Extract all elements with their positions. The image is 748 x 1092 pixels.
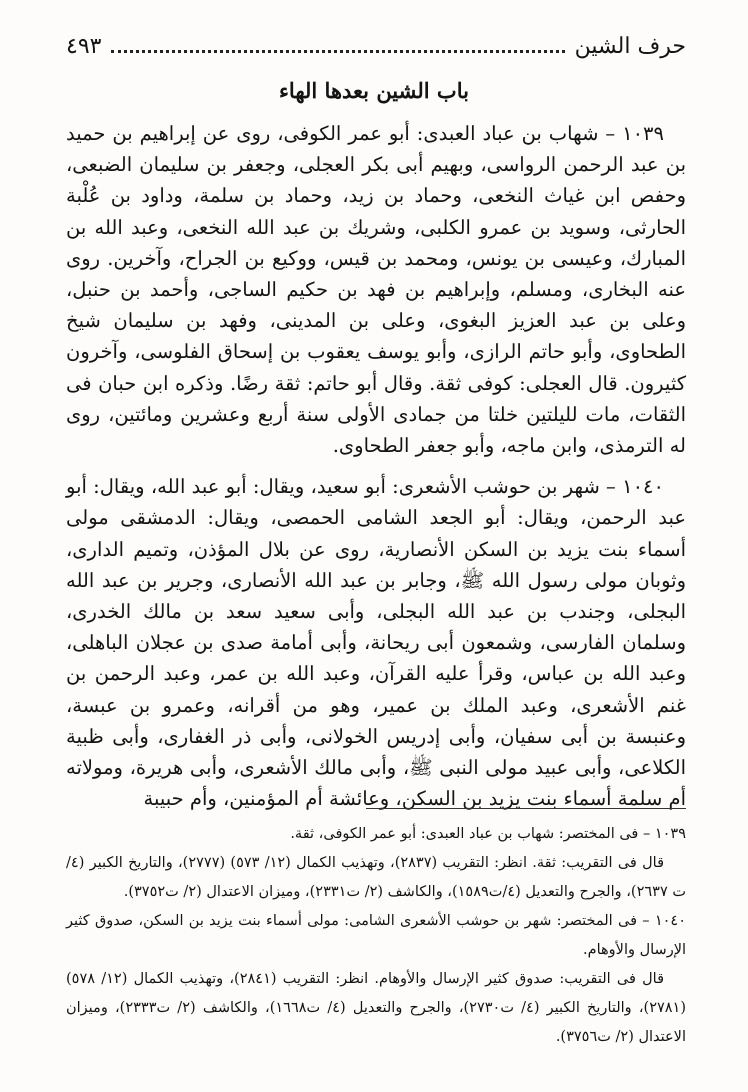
- section-title: حرف الشين: [574, 33, 686, 59]
- header-dot-leader: [111, 48, 564, 53]
- footnote-separator: [366, 808, 686, 809]
- biography-entry-1039: ١٠٣٩ – شهاب بن عباد العبدى: أبو عمر الكوفى، روى عن إبراهيم بن حميد بن عبد الرحمن الرواسى، وبهيم أبى بكر العجلى، وجعفر بن سليمان الضبعى، وحفص ابن غياث النخعى، وحماد بن زيد، وحماد بن سلمة، وداود بن عُلْبة الحارثى، وسويد بن عمرو الكلبى، وشريك بن عبد الله النخعى، وعبد الله بن المبارك، وعيسى بن يونس، ومحمد بن قيس، ووكيع بن الجراح، وآخرين. روى عنه البخارى، ومسلم، وإبراهيم بن فهد بن حكيم الساجى، وأحمد بن حنبل، وعلى بن عبد العزيز البغوى، وعلى بن المدينى، وفهد بن سليمان شيخ الطحاوى، وأبو حاتم الرازى، وأبو يوسف يعقوب بن إسحاق الفلوسى، وآخرون كثيرون. قال العجلى: كوفى ثقة. وقال أبو حاتم: ثقة رضًا. وذكره ابن حبان فى الثقات، مات لليلتين خلتا من جمادى الأولى سنة أربع وعشرين ومائتين، روى له الترمذى، وابن ماجه، وأبو جعفر الطحاوى.: [66, 122, 686, 458]
- running-header: [66, 30, 686, 62]
- chapter-heading: باب الشين بعدها الهاء: [279, 78, 469, 103]
- footnotes: [66, 820, 686, 1052]
- footnote-1039-references: قال فى التقريب: ثقة. انظر: التقريب (٢٨٣٧)، وتهذيب الكمال (١٢/ ٥٧٣) (٢٧٧٧)، والتاريخ الكبير (٤/ت ٢٦٣٧)، والجرح والتعديل (٤/ت١٥٨٩)، والكاشف (٢/ ت٢٣٣١)، وميزان الاعتدال (٢/ ت٣٧٥٢).: [66, 855, 686, 900]
- footnote-1040-summary: ١٠٤٠ – فى المختصر: شهر بن حوشب الأشعرى الشامى: مولى أسماء بنت يزيد بن السكن، صدوق كثير الإرسال والأوهام.: [66, 913, 686, 958]
- footnote-1039-summary: ١٠٣٩ – فى المختصر: شهاب بن عباد العبدى: أبو عمر الكوفى، ثقة.: [290, 826, 686, 842]
- footnote-1040-references: قال فى التقريب: صدوق كثير الإرسال والأوهام. انظر: التقريب (٢٨٤١)، وتهذيب الكمال (١٢/ ٥٧٨) (٢٧٨١)، والتاريخ الكبير (٤/ ت٢٧٣٠)، والجرح والتعديل (٤/ ت١٦٦٨)، والكاشف (٢/ ت٢٣٣٣)، وميزان الاعتدال (٢/ ت٣٧٥٦).: [66, 971, 687, 1045]
- main-text: [66, 118, 686, 814]
- page-number: ٤٩٣: [66, 33, 102, 59]
- biography-entry-1040: ١٠٤٠ – شهر بن حوشب الأشعرى: أبو سعيد، ويقال: أبو عبد الله، ويقال: أبو عبد الرحمن، ويقال: أبو الجعد الشامى الحمصى، ويقال: الدمشقى مولى أسماء بنت يزيد بن السكن الأنصارية، روى عن بلال المؤذن، وتميم الدارى، وثوبان مولى رسول الله ﷺ، وجابر بن عبد الله الأنصارى، وجرير بن عبد الله البجلى، وجندب بن عبد الله البجلى، وأبى سعيد سعد بن مالك الخدرى، وسلمان الفارسى، وشمعون أبى ريحانة، وأبى أمامة صدى بن عجلان الباهلى، وعبد الله بن عباس، وقرأ عليه القرآن، وعبد الله بن عمر، وعبد الرحمن بن غنم الأشعرى، وعبد الملك بن عمير، وهو من أقرانه، وعمرو بن عبسة، وعنبسة بن أبى سفيان، وأبى إدريس الخولانى، وأبى ذر الغفارى، وأبى ظبية الكلاعى، وأبى عبيد مولى النبى ﷺ، وأبى مالك الأشعرى، وأبى هريرة، ومولاته أم سلمة أسماء بنت يزيد بن السكن، وعائشة أم المؤمنين، وأم حبيبة: [66, 475, 686, 811]
